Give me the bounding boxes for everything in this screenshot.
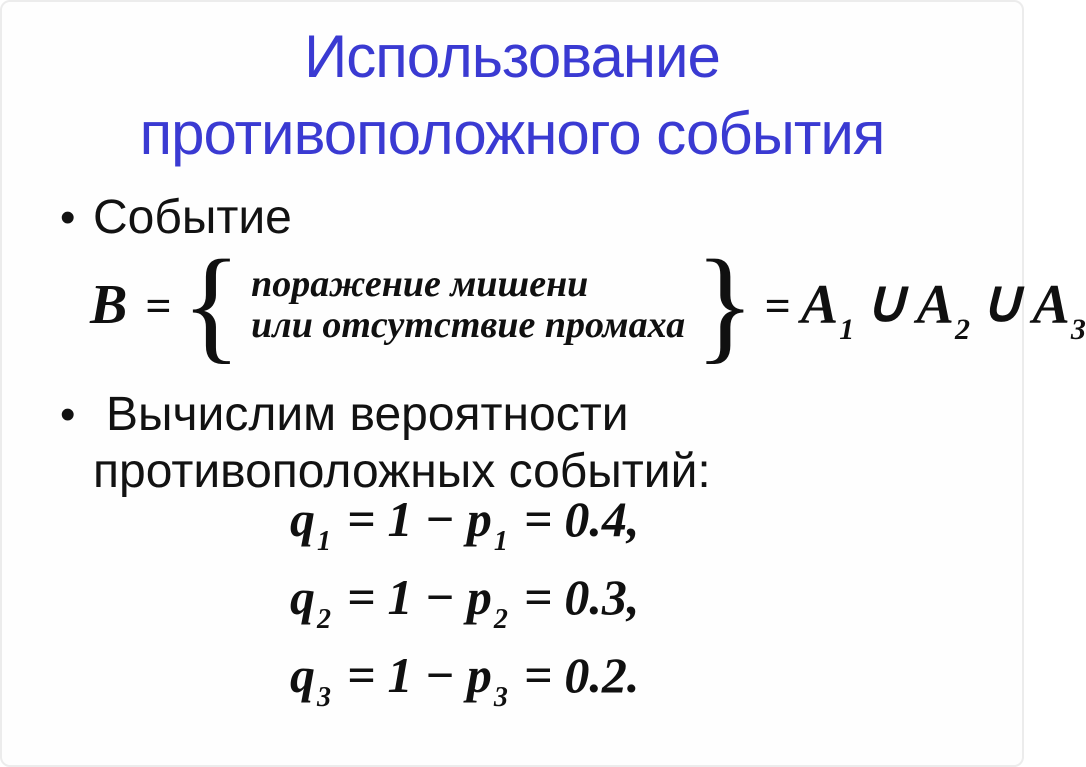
equals-sign: = xyxy=(347,491,376,547)
event-definition-formula xyxy=(90,234,1086,376)
equals-sign: = xyxy=(523,491,553,547)
p-variable: p xyxy=(466,647,492,703)
equals-sign: = xyxy=(523,647,553,703)
minus-sign: − xyxy=(424,647,455,703)
equation-q2 xyxy=(290,558,639,636)
q-subscript: 3 xyxy=(317,682,331,713)
q-subscript: 2 xyxy=(317,604,331,635)
punctuation: . xyxy=(626,647,640,703)
title-line-1: Использование xyxy=(304,23,720,90)
bullet1-label: Событие xyxy=(93,191,292,244)
term-A3: A3 xyxy=(1032,274,1086,346)
equals-sign: = xyxy=(523,569,553,625)
equals-sign: = xyxy=(764,279,791,331)
formula-variable-B: B xyxy=(90,274,128,336)
left-brace: { xyxy=(181,234,242,376)
case-line-1: поражение мишени xyxy=(251,263,589,305)
equation-q1 xyxy=(290,480,639,558)
bullet-icon: • xyxy=(60,193,76,242)
equation-value: 0.2 xyxy=(564,647,627,703)
term-A1: A1 xyxy=(800,274,855,346)
punctuation: , xyxy=(626,491,640,547)
minus-sign: − xyxy=(424,491,455,547)
probability-equations xyxy=(290,480,639,714)
q-variable: q xyxy=(290,647,315,703)
constant-one: 1 xyxy=(387,647,413,703)
p-variable: p xyxy=(466,569,492,625)
p-subscript: 1 xyxy=(493,526,508,557)
q-subscript: 1 xyxy=(317,526,331,557)
equals-sign: = xyxy=(347,569,376,625)
bullet-item-event xyxy=(60,189,292,246)
p-subscript: 2 xyxy=(493,604,508,635)
union-icon: ∪ xyxy=(980,269,1023,334)
equation-value: 0.3 xyxy=(564,569,627,625)
bullet2-line-2: противоположных событий: xyxy=(93,445,711,498)
minus-sign: − xyxy=(424,569,455,625)
event-cases xyxy=(251,264,685,346)
constant-one: 1 xyxy=(387,569,413,625)
equation-value: 0.4 xyxy=(564,491,627,547)
title-line-2: противоположного события xyxy=(139,100,885,167)
p-subscript: 3 xyxy=(493,682,508,713)
q-variable: q xyxy=(290,491,315,547)
constant-one: 1 xyxy=(387,491,413,547)
equals-sign: = xyxy=(145,279,172,331)
right-brace: } xyxy=(695,234,755,376)
term-A2: A2 xyxy=(916,274,971,346)
slide-title xyxy=(2,18,1022,172)
punctuation: , xyxy=(626,569,640,625)
equation-q3 xyxy=(290,636,639,714)
equals-sign: = xyxy=(347,647,376,703)
case-line-2: или отсутствие промаха xyxy=(251,304,686,346)
union-icon: ∪ xyxy=(864,269,907,334)
bullet2-line-1: Вычислим вероятности xyxy=(106,388,629,441)
bullet-icon: • xyxy=(60,390,76,439)
q-variable: q xyxy=(290,569,315,625)
p-variable: p xyxy=(466,491,492,547)
